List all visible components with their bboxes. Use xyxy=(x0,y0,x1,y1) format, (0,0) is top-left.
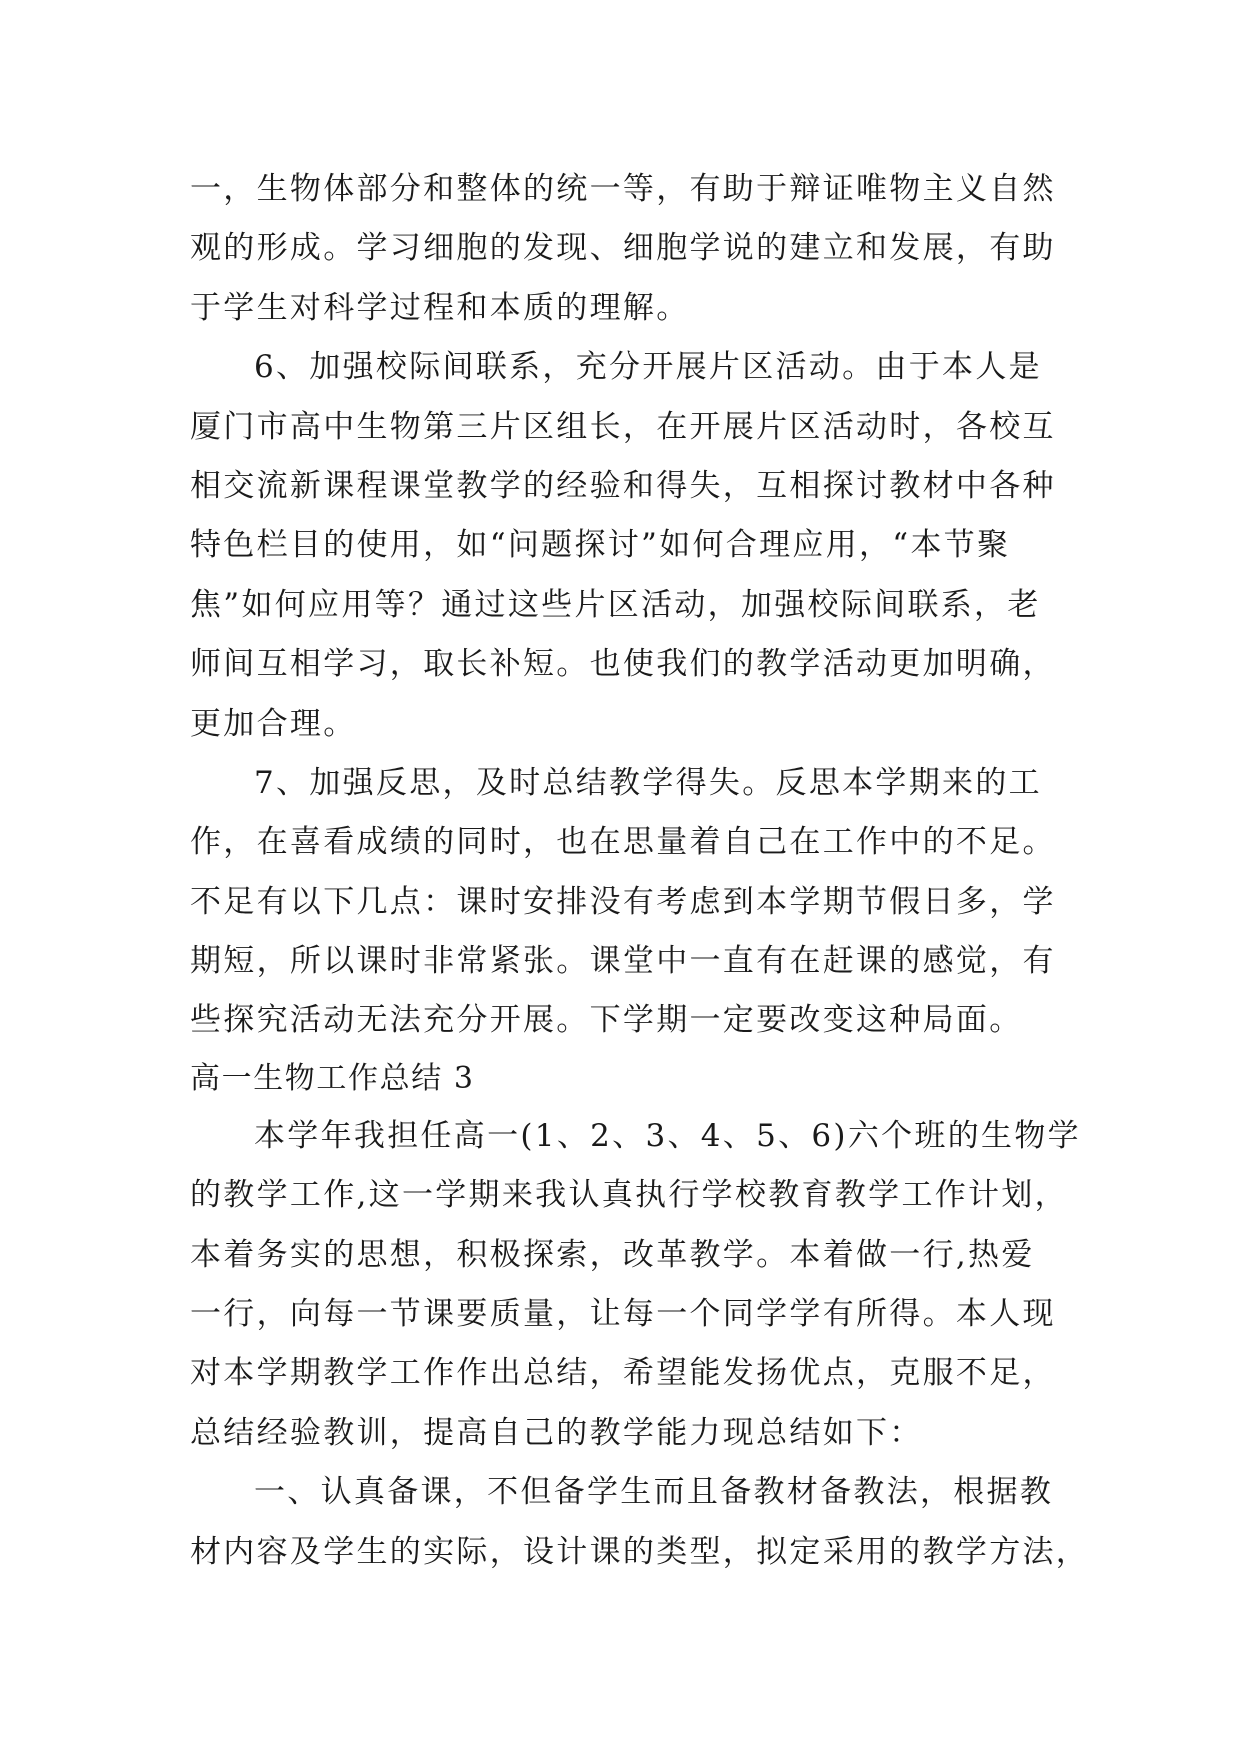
paragraph xyxy=(190,160,1056,338)
text-line: 一、认真备课，不但备学生而且备教材备教法，根据教 xyxy=(254,1474,1054,1511)
text-line: 6、加强校际间联系，充分开展片区活动。由于本人是 xyxy=(254,349,1042,386)
document-page xyxy=(190,160,1090,1582)
text-line: 一行，向每一节课要质量，让每一个同学学有所得。本人现 xyxy=(190,1296,1056,1333)
text-line: 作，在喜看成绩的同时，也在思量着自己在工作中的不足。 xyxy=(190,824,1056,861)
section-heading: 高一生物工作总结 3 xyxy=(190,1060,475,1096)
paragraph xyxy=(190,754,1056,1051)
text-line: 7、加强反思，及时总结教学得失。反思本学期来的工 xyxy=(254,764,1042,801)
text-line: 师间互相学习，取长补短。也使我们的教学活动更加明确， xyxy=(190,646,1056,683)
text-line: 总结经验教训，提高自己的教学能力现总结如下： xyxy=(190,1414,923,1451)
text-line: 观的形成。学习细胞的发现、细胞学说的建立和发展，有助 xyxy=(190,230,1056,267)
paragraph xyxy=(190,338,1056,754)
text-line: 不足有以下几点：课时安排没有考虑到本学期节假日多，学 xyxy=(190,883,1056,920)
text-line: 期短，所以课时非常紧张。课堂中一直有在赶课的感觉，有 xyxy=(190,943,1056,980)
paragraph xyxy=(190,1107,1081,1463)
text-line: 厦门市高中生物第三片区组长，在开展片区活动时，各校互 xyxy=(190,408,1056,445)
text-line: 更加合理。 xyxy=(190,705,357,742)
text-line: 本学年我担任高一(1、2、3、4、5、6)六个班的生物学 xyxy=(254,1117,1081,1154)
text-line: 相交流新课程课堂教学的经验和得失，互相探讨教材中各种 xyxy=(190,467,1056,504)
text-line: 的教学工作,这一学期来我认真执行学校教育教学工作计划， xyxy=(190,1177,1068,1214)
text-line: 对本学期教学工作作出总结，希望能发扬优点，克服不足， xyxy=(190,1355,1056,1392)
text-line: 于学生对科学过程和本质的理解。 xyxy=(190,289,690,326)
text-line: 焦”如何应用等？通过这些片区活动，加强校际间联系，老 xyxy=(190,586,1041,623)
text-line: 本着务实的思想，积极探索，改革教学。本着做一行,热爱 xyxy=(190,1236,1035,1273)
paragraph xyxy=(190,1463,1090,1582)
text-line: 些探究活动无法充分开展。下学期一定要改变这种局面。 xyxy=(190,1002,1023,1039)
text-line: 特色栏目的使用，如“问题探讨”如何合理应用，“本节聚 xyxy=(190,527,1011,564)
text-line: 一，生物体部分和整体的统一等，有助于辩证唯物主义自然 xyxy=(190,171,1056,207)
text-line: 材内容及学生的实际，设计课的类型，拟定采用的教学方法， xyxy=(190,1533,1090,1570)
